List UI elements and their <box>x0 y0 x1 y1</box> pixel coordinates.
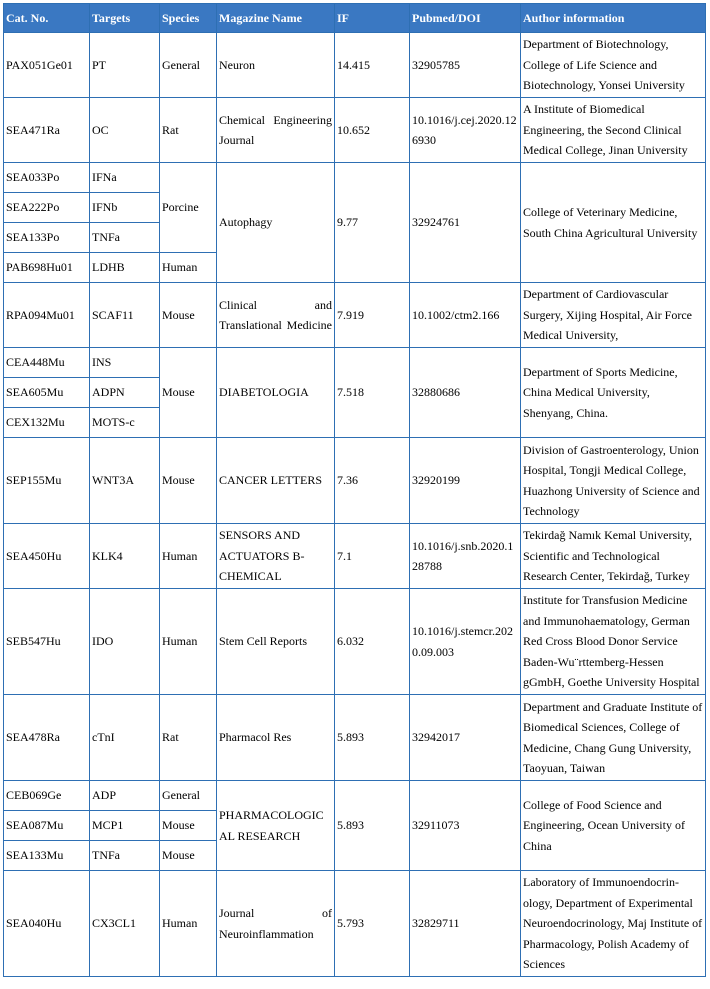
magazine-cell: CANCER LETTERS <box>217 438 335 524</box>
table-row <box>4 589 706 695</box>
if-cell: 5.893 <box>335 695 410 781</box>
doi-cell: 10.1002/ctm2.166 <box>410 283 521 348</box>
species-cell: Mouse <box>160 841 217 871</box>
species-cell: General <box>160 33 217 98</box>
target-cell: cTnI <box>90 695 160 781</box>
if-cell: 10.652 <box>335 98 410 163</box>
cat-no-cell: CEA448Mu <box>4 348 90 378</box>
if-cell: 7.36 <box>335 438 410 524</box>
species-cell: Rat <box>160 98 217 163</box>
cat-no-cell: SEP155Mu <box>4 438 90 524</box>
if-cell: 5.893 <box>335 781 410 871</box>
target-cell: LDHB <box>90 253 160 283</box>
target-cell: IFNb <box>90 193 160 223</box>
header-cat-no: Cat. No. <box>4 4 90 33</box>
table-row <box>4 163 706 193</box>
header-author-information: Author information <box>521 4 706 33</box>
magazine-cell: Journal of Neuroinflammation <box>217 871 335 977</box>
target-cell: ADP <box>90 781 160 811</box>
author-cell: Department of Cardiovascular Surgery, Xijing Hospital, Air Force Medical University, <box>521 283 706 348</box>
target-cell: KLK4 <box>90 524 160 589</box>
target-cell: MCP1 <box>90 811 160 841</box>
if-cell: 5.793 <box>335 871 410 977</box>
table-row <box>4 871 706 977</box>
table-row <box>4 283 706 348</box>
doi-cell: 32905785 <box>410 33 521 98</box>
header-magazine-name: Magazine Name <box>217 4 335 33</box>
author-cell: A Institute of Biomedical Engineering, the Second Clinical Medical College, Jinan University <box>521 98 706 163</box>
species-cell: Mouse <box>160 283 217 348</box>
publication-table <box>3 3 706 977</box>
species-cell: Human <box>160 871 217 977</box>
species-cell: Mouse <box>160 348 217 438</box>
author-cell: Department and Graduate Institute of Biomedical Sciences, College of Medicine, Chang Gung University, Taoyuan, Taiwan <box>521 695 706 781</box>
species-cell: Mouse <box>160 811 217 841</box>
cat-no-cell: SEA087Mu <box>4 811 90 841</box>
cat-no-cell: SEA605Mu <box>4 378 90 408</box>
doi-cell: 32829711 <box>410 871 521 977</box>
target-cell: TNFa <box>90 223 160 253</box>
target-cell: INS <box>90 348 160 378</box>
target-cell: CX3CL1 <box>90 871 160 977</box>
cat-no-cell: PAB698Hu01 <box>4 253 90 283</box>
cat-no-cell: CEX132Mu <box>4 408 90 438</box>
species-cell: Human <box>160 589 217 695</box>
target-cell: ADPN <box>90 378 160 408</box>
cat-no-cell: SEA133Mu <box>4 841 90 871</box>
table-row <box>4 33 706 98</box>
header-pubmed-doi: Pubmed/DOI <box>410 4 521 33</box>
if-cell: 7.919 <box>335 283 410 348</box>
if-cell: 6.032 <box>335 589 410 695</box>
species-cell: Mouse <box>160 438 217 524</box>
target-cell: SCAF11 <box>90 283 160 348</box>
target-cell: WNT3A <box>90 438 160 524</box>
cat-no-cell: SEA033Po <box>4 163 90 193</box>
table-row <box>4 781 706 811</box>
doi-cell: 32880686 <box>410 348 521 438</box>
cat-no-cell: SEA040Hu <box>4 871 90 977</box>
table-row <box>4 438 706 524</box>
if-cell: 9.77 <box>335 163 410 283</box>
cat-no-cell: SEA133Po <box>4 223 90 253</box>
if-cell: 7.1 <box>335 524 410 589</box>
if-cell: 14.415 <box>335 33 410 98</box>
table-row <box>4 348 706 378</box>
target-cell: IDO <box>90 589 160 695</box>
cat-no-cell: SEA222Po <box>4 193 90 223</box>
author-cell: Department of Biotechnology, College of Life Science and Biotechnology, Yonsei University <box>521 33 706 98</box>
author-cell: Institute for Transfusion Medicine and Immunohaematology, German Red Cross Blood Donor Service Baden-Wu¨rttemberg-Hessen gGmbH, Goethe University Hospital <box>521 589 706 695</box>
author-cell: Laboratory of Immunoendocrin-ology, Department of Experimental Neuroendocrinology, Maj Institute of Pharmacology, Polish Academy of Sciences <box>521 871 706 977</box>
author-cell: Division of Gastroenterology, Union Hospital, Tongji Medical College, Huazhong University of Science and Technology <box>521 438 706 524</box>
cat-no-cell: PAX051Ge01 <box>4 33 90 98</box>
target-cell: OC <box>90 98 160 163</box>
header-species: Species <box>160 4 217 33</box>
header-targets: Targets <box>90 4 160 33</box>
magazine-cell: Clinical and Translational Medicine <box>217 283 335 348</box>
cat-no-cell: CEB069Ge <box>4 781 90 811</box>
author-cell: Department of Sports Medicine, China Medical University, Shenyang, China. <box>521 348 706 438</box>
magazine-cell: Pharmacol Res <box>217 695 335 781</box>
cat-no-cell: SEA471Ra <box>4 98 90 163</box>
cat-no-cell: RPA094Mu01 <box>4 283 90 348</box>
doi-cell: 32911073 <box>410 781 521 871</box>
species-cell: Human <box>160 524 217 589</box>
target-cell: PT <box>90 33 160 98</box>
table-row <box>4 524 706 589</box>
author-cell: Tekirdağ Namık Kemal University, Scientific and Technological Research Center, Tekirdağ, Turkey <box>521 524 706 589</box>
cat-no-cell: SEB547Hu <box>4 589 90 695</box>
doi-cell: 10.1016/j.snb.2020.128788 <box>410 524 521 589</box>
magazine-cell: DIABETOLOGIA <box>217 348 335 438</box>
target-cell: TNFa <box>90 841 160 871</box>
cat-no-cell: SEA478Ra <box>4 695 90 781</box>
target-cell: MOTS-c <box>90 408 160 438</box>
magazine-cell: Chemical Engineering Journal <box>217 98 335 163</box>
magazine-cell: Stem Cell Reports <box>217 589 335 695</box>
magazine-cell: SENSORS AND ACTUATORS B-CHEMICAL <box>217 524 335 589</box>
doi-cell: 10.1016/j.cej.2020.126930 <box>410 98 521 163</box>
table-row <box>4 98 706 163</box>
header-row <box>4 4 706 33</box>
author-cell: College of Veterinary Medicine, South China Agricultural University <box>521 163 706 283</box>
header-if: IF <box>335 4 410 33</box>
if-cell: 7.518 <box>335 348 410 438</box>
doi-cell: 32920199 <box>410 438 521 524</box>
target-cell: IFNa <box>90 163 160 193</box>
magazine-cell: Autophagy <box>217 163 335 283</box>
species-cell: General <box>160 781 217 811</box>
doi-cell: 32924761 <box>410 163 521 283</box>
species-cell: Porcine <box>160 163 217 253</box>
doi-cell: 32942017 <box>410 695 521 781</box>
table-row <box>4 695 706 781</box>
doi-cell: 10.1016/j.stemcr.2020.09.003 <box>410 589 521 695</box>
species-cell: Rat <box>160 695 217 781</box>
magazine-cell: PHARMACOLOGICAL RESEARCH <box>217 781 335 871</box>
species-cell: Human <box>160 253 217 283</box>
author-cell: College of Food Science and Engineering, Ocean University of China <box>521 781 706 871</box>
cat-no-cell: SEA450Hu <box>4 524 90 589</box>
magazine-cell: Neuron <box>217 33 335 98</box>
